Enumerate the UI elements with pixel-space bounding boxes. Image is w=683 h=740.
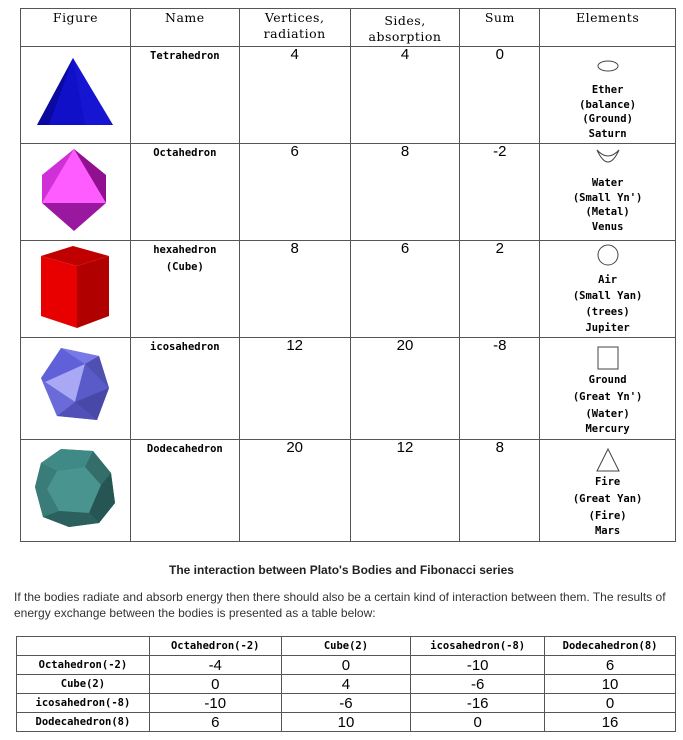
table-row (17, 713, 676, 732)
element-quality: (Small Yn') (572, 191, 643, 204)
vertices-cell: 20 (239, 440, 350, 542)
section-caption: The interaction between Plato's Bodies and Fibonacci series (169, 563, 514, 577)
table-row (21, 241, 676, 338)
body-name: hexahedron (153, 244, 217, 256)
header-figure: Figure (21, 9, 131, 47)
element-name: Fire (594, 476, 621, 488)
header-vertices (239, 9, 350, 47)
name-cell (130, 47, 239, 144)
table-row (21, 440, 676, 542)
header-row (21, 9, 676, 47)
table-row (17, 675, 676, 694)
element-chinese: (Water) (585, 408, 630, 420)
octahedron-icon (40, 147, 110, 232)
header-sides-line2: absorption (368, 29, 442, 44)
element-planet: Jupiter (585, 322, 630, 334)
table-row (21, 47, 676, 144)
header-sum: Sum (460, 9, 540, 47)
value-cell: -16 (411, 694, 545, 713)
value-cell: -4 (149, 656, 281, 675)
sides-cell: 4 (350, 47, 460, 144)
element-chinese: (Fire) (588, 510, 627, 522)
value-cell: 0 (149, 675, 281, 694)
element-quality: (Great Yn') (572, 391, 643, 403)
element-name: Water (591, 177, 624, 189)
sides-cell: 20 (350, 338, 460, 440)
figure-cell (21, 338, 131, 440)
ellipse-icon (597, 59, 619, 73)
table-row (21, 144, 676, 241)
row-header: Octahedron(-2) (17, 656, 150, 675)
name-cell (130, 144, 239, 241)
element-planet: Mercury (585, 423, 630, 435)
element-name: Air (598, 274, 618, 286)
dodecahedron-icon (33, 447, 117, 529)
hexahedron-icon (39, 244, 111, 329)
row-header: Cube(2) (17, 675, 150, 694)
platonic-bodies-table (20, 8, 676, 542)
sides-cell: 6 (350, 241, 460, 338)
element-chinese: (Ground) (582, 113, 633, 125)
figure-cell (21, 47, 131, 144)
value-cell: -10 (411, 656, 545, 675)
value-cell: 10 (545, 675, 676, 694)
header-name: Name (130, 9, 239, 47)
body-alt-name: (Cube) (165, 261, 204, 273)
col-header: icosahedron(-8) (411, 637, 545, 656)
value-cell: 10 (281, 713, 411, 732)
row-header: Dodecahedron(8) (17, 713, 150, 732)
vertices-cell: 6 (239, 144, 350, 241)
vertices-cell: 12 (239, 338, 350, 440)
sum-cell: -8 (460, 338, 540, 440)
icosahedron-icon (39, 346, 111, 426)
value-cell: -6 (411, 675, 545, 694)
table-row (17, 656, 676, 675)
name-cell (130, 241, 239, 338)
row-header: icosahedron(-8) (17, 694, 150, 713)
element-cell (540, 144, 676, 241)
element-cell (540, 338, 676, 440)
sides-cell: 8 (350, 144, 460, 241)
vertices-cell: 8 (239, 241, 350, 338)
value-cell: 0 (281, 656, 411, 675)
element-planet: Venus (591, 220, 624, 233)
sum-cell: 2 (460, 241, 540, 338)
header-vertices-line2: radiation (263, 26, 326, 41)
body-name: Dodecahedron (146, 443, 223, 455)
element-chinese: (Metal) (585, 206, 630, 218)
header-elements: Elements (540, 9, 676, 47)
vertices-cell: 4 (239, 47, 350, 144)
value-cell: 6 (149, 713, 281, 732)
energy-exchange-table (16, 636, 676, 732)
element-name: Ground (588, 374, 627, 386)
body-name: icosahedron (150, 341, 220, 353)
figure-cell (21, 241, 131, 338)
value-cell: 0 (545, 694, 676, 713)
table-row (17, 694, 676, 713)
col-header: Octahedron(-2) (149, 637, 281, 656)
element-name: Ether (591, 84, 624, 96)
element-quality: (Small Yan) (572, 290, 643, 302)
triangle-icon (596, 448, 620, 472)
col-header: Dodecahedron(8) (545, 637, 676, 656)
col-header: Cube(2) (281, 637, 411, 656)
sum-cell: 8 (460, 440, 540, 542)
value-cell: -6 (281, 694, 411, 713)
crescent-icon (595, 148, 621, 168)
element-cell (540, 440, 676, 542)
header-row (17, 637, 676, 656)
value-cell: 6 (545, 656, 676, 675)
body-name: Tetrahedron (150, 50, 220, 62)
circle-icon (597, 244, 619, 266)
table-row (21, 338, 676, 440)
element-cell (540, 241, 676, 338)
name-cell (130, 440, 239, 542)
element-quality: (balance) (579, 98, 637, 111)
element-planet: Mars (594, 525, 621, 537)
header-sides-line1: Sides, (384, 13, 426, 28)
sides-cell: 12 (350, 440, 460, 542)
name-cell (130, 338, 239, 440)
element-cell (540, 47, 676, 144)
element-chinese: (trees) (585, 306, 630, 318)
intro-paragraph: If the bodies radiate and absorb energy then there should also be a certain kind of interaction between them. The results of energy exchange between the bodies is presented as a table below: (14, 590, 666, 620)
element-quality: (Great Yan) (572, 493, 643, 505)
corner-cell (17, 637, 150, 656)
figure-cell (21, 144, 131, 241)
element-planet: Saturn (588, 127, 627, 140)
value-cell: -10 (149, 694, 281, 713)
value-cell: 0 (411, 713, 545, 732)
value-cell: 4 (281, 675, 411, 694)
square-icon (597, 346, 619, 370)
tetrahedron-icon (35, 55, 115, 130)
sum-cell: 0 (460, 47, 540, 144)
header-sides (350, 9, 460, 47)
sum-cell: -2 (460, 144, 540, 241)
body-name: Octahedron (153, 147, 217, 159)
value-cell: 16 (545, 713, 676, 732)
figure-cell (21, 440, 131, 542)
header-vertices-line1: Vertices, (264, 10, 325, 25)
